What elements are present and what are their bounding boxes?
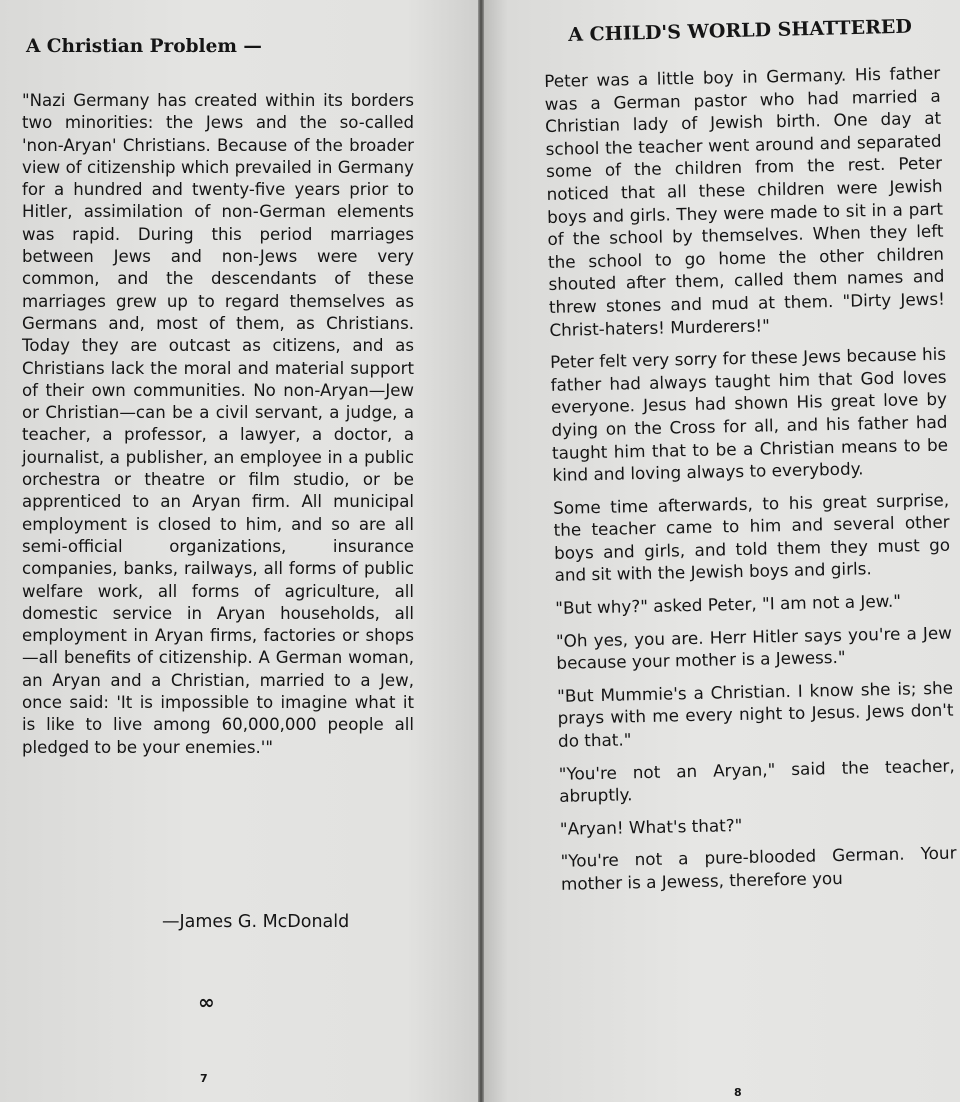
left-page-heading: A Christian Problem — bbox=[26, 36, 262, 57]
right-paragraph: Peter felt very sorry for these Jews because his father had always taught him that God loves everyone. Jesus had shown His great love by dying on the Cross for all, and his father had taught him that to be a Christian means to be kind and loving always to everybody. bbox=[549, 343, 949, 486]
right-paragraph: "Oh yes, you are. Herr Hitler says you're a Jew because your mother is a Jewess." bbox=[555, 622, 953, 674]
right-page-heading: A CHILD'S WORLD SHATTERED bbox=[568, 15, 913, 46]
page-number-left: 7 bbox=[200, 1072, 208, 1085]
quote-attribution: —James G. McDonald bbox=[162, 912, 350, 932]
right-page bbox=[484, 0, 960, 1102]
right-paragraph: "You're not a pure-blooded German. Your mother is a Jewess, therefore you bbox=[560, 842, 957, 894]
page-number-right: 8 bbox=[734, 1086, 742, 1099]
right-paragraph: "But Mummie's a Christian. I know she is; she prays with me every night to Jesus. Jews don't do that." bbox=[556, 677, 954, 751]
right-paragraph: Peter was a little boy in Germany. His father was a German pastor who had married a Christian lady of Jewish birth. One day at school the teacher went around and separated some of the children from the rest. Peter noticed that all these children were Jewish boys and girls. They were made to sit in a part of the school by themselves. When they left the school to go home the other children shouted after them, called them names and threw stones and mud at them. "Dirty Jews! Christ-haters! Murderers!" bbox=[544, 62, 946, 340]
right-paragraph: "Aryan! What's that?" bbox=[559, 814, 743, 839]
right-paragraph: Some time afterwards, to his great surprise, the teacher came to him and several other boys and girls, and told them they must go and sit with the Jewish boys and girls. bbox=[552, 489, 951, 586]
right-paragraph: "You're not an Aryan," said the teacher, abruptly. bbox=[558, 755, 955, 807]
left-page bbox=[0, 0, 478, 1102]
right-page-body bbox=[544, 62, 957, 906]
ornament-icon: ∞ bbox=[198, 990, 215, 1014]
left-page-body bbox=[22, 90, 414, 759]
left-paragraph: "Nazi Germany has created within its borders two minorities: the Jews and the so-called 'non-Aryan' Christians. Because of the broader view of citizenship which prevailed in Germany for a hundred and twenty-five years prior to Hitler, assimilation of non-German elements was rapid. During this period marriages between Jews and non-Jews were very common, and the descendants of these marriages grew up to regard themselves as Germans and, most of them, as Christians. Today they are outcast as citizens, and as Christians lack the moral and material support of their own communities. No non-Aryan—Jew or Christian—can be a civil servant, a judge, a teacher, a professor, a lawyer, a doctor, a journalist, a publisher, an employee in a public orchestra or theatre or film studio, or be apprenticed to an Aryan firm. All municipal employment is closed to him, and so are all semi-official organizations, insurance companies, banks, railways, all forms of public welfare work, all forms of agriculture, all domestic service in Aryan households, all employment in Aryan firms, factories or shops—all benefits of citizenship. A German woman, an Aryan and a Christian, married to a Jew, once said: 'It is impossible to imagine what it is like to live among 60,000,000 people all pledged to be your enemies.'" bbox=[22, 91, 414, 757]
right-paragraph: "But why?" asked Peter, "I am not a Jew." bbox=[555, 590, 902, 618]
